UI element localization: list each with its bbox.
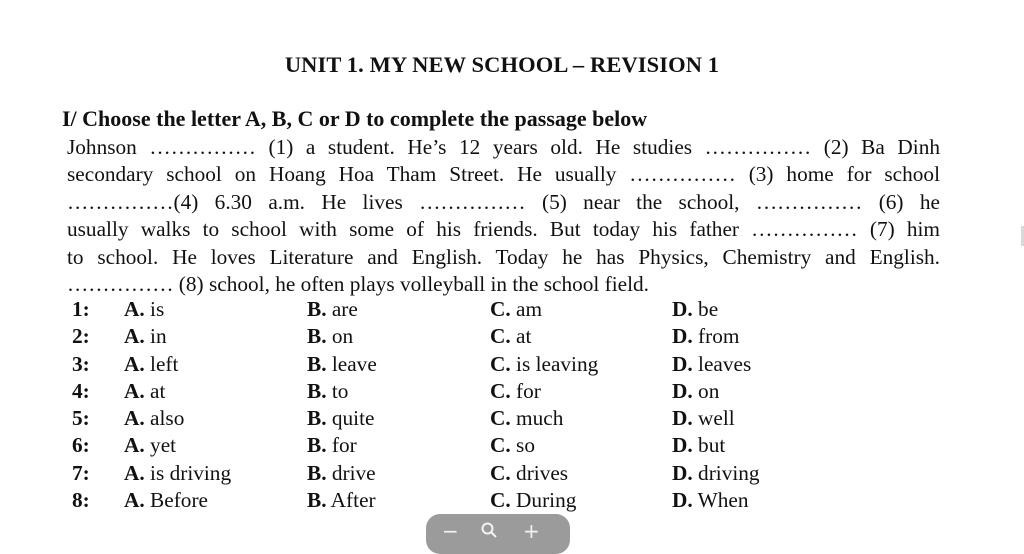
option-letter: C. — [490, 351, 511, 376]
option-d — [672, 461, 760, 486]
option-letter: B. — [307, 378, 327, 403]
option-letter: C. — [490, 378, 511, 403]
option-d — [672, 488, 749, 513]
passage-line: ……………(4) 6.30 a.m. He lives …………… (5) near the school, …………… (6) he — [67, 189, 940, 214]
question-row — [0, 324, 1024, 351]
option-text: leaves — [692, 351, 752, 376]
option-letter: C. — [490, 297, 511, 321]
page-title: UNIT 1. MY NEW SCHOOL – REVISION 1 — [284, 52, 720, 77]
option-letter: C. — [490, 406, 511, 431]
option-b — [307, 352, 377, 377]
option-letter: D. — [672, 460, 693, 485]
option-letter: D. — [672, 488, 693, 513]
option-d — [672, 324, 739, 349]
option-letter: A. — [124, 378, 145, 403]
question-row — [0, 461, 1024, 488]
option-text: much — [510, 406, 564, 431]
option-d — [672, 379, 719, 404]
option-text: also — [144, 406, 185, 431]
option-d — [672, 297, 718, 322]
option-text: in — [144, 324, 167, 349]
option-d — [672, 433, 725, 458]
option-text: drives — [510, 460, 569, 485]
option-text: quite — [326, 406, 375, 431]
option-letter: D. — [672, 406, 693, 431]
option-letter: B. — [307, 297, 327, 321]
option-text: for — [326, 433, 357, 458]
question-row — [0, 297, 1024, 324]
option-letter: B. — [307, 406, 327, 431]
option-letter: D. — [672, 297, 693, 321]
option-c — [490, 488, 576, 513]
option-c — [490, 461, 568, 486]
zoom-in-button[interactable]: + — [523, 519, 540, 543]
question-row — [0, 379, 1024, 406]
option-letter: C. — [490, 488, 511, 513]
option-letter: C. — [490, 433, 511, 458]
option-text: left — [144, 351, 179, 376]
option-c — [490, 324, 531, 349]
option-text: driving — [692, 460, 760, 485]
option-text: on — [692, 378, 720, 403]
option-text: is driving — [144, 460, 232, 485]
option-b — [307, 406, 374, 431]
option-b — [307, 379, 348, 404]
option-letter: A. — [124, 460, 145, 485]
option-a — [124, 488, 208, 513]
option-c — [490, 297, 542, 322]
option-a — [124, 379, 165, 404]
option-letter: C. — [490, 460, 511, 485]
option-a — [124, 352, 178, 377]
option-text: from — [692, 324, 740, 349]
passage-line: …………… (8) school, he often plays volleyball in the school field. — [67, 272, 650, 297]
option-letter: B. — [307, 460, 327, 485]
option-b — [307, 324, 353, 349]
passage-line: Johnson …………… (1) a student. He’s 12 years old. He studies …………… (2) Ba Dinh — [67, 135, 940, 159]
option-a — [124, 406, 184, 431]
option-b — [307, 461, 376, 486]
option-b — [307, 488, 376, 513]
question-row — [0, 488, 1024, 515]
option-d — [672, 406, 735, 431]
option-text: is leaving — [510, 351, 599, 376]
option-a — [124, 433, 176, 458]
option-b — [307, 433, 357, 458]
zoom-out-button[interactable]: − — [442, 519, 459, 543]
option-c — [490, 352, 598, 377]
option-letter: B. — [307, 351, 327, 376]
option-letter: A. — [124, 351, 145, 376]
question-row — [0, 352, 1024, 379]
option-text: be — [692, 297, 719, 321]
option-letter: B. — [307, 488, 327, 513]
magnifier-icon-svg — [480, 521, 498, 539]
option-letter: D. — [672, 433, 693, 458]
option-c — [490, 433, 535, 458]
option-text: am — [510, 297, 543, 321]
option-c — [490, 379, 541, 404]
option-text: at — [144, 378, 166, 403]
option-a — [124, 324, 167, 349]
option-letter: C. — [490, 324, 511, 349]
question-number: 6: — [72, 433, 90, 458]
option-letter: D. — [672, 378, 693, 403]
passage-line: secondary school on Hoang Hoa Tham Street. He usually …………… (3) home for school — [67, 162, 940, 187]
option-d — [672, 352, 751, 377]
option-text: After — [326, 488, 376, 513]
zoom-toolbar — [426, 514, 570, 554]
option-text: on — [326, 324, 354, 349]
passage-line: usually walks to school with some of his friends. But today his father …………… (7) him — [67, 217, 940, 242]
option-letter: A. — [124, 488, 145, 513]
question-number: 5: — [72, 406, 90, 431]
option-letter: A. — [124, 297, 145, 321]
question-number: 3: — [72, 351, 90, 376]
question-number: 7: — [72, 460, 90, 485]
option-text: are — [326, 297, 358, 321]
option-text: for — [510, 378, 541, 403]
option-text: When — [692, 488, 749, 513]
option-a — [124, 297, 164, 322]
section-instruction: I/ Choose the letter A, B, C or D to complete the passage below — [62, 106, 648, 131]
option-text: Before — [144, 488, 208, 513]
option-text: During — [510, 488, 577, 513]
option-letter: A. — [124, 406, 145, 431]
option-text: at — [510, 324, 532, 349]
option-text: well — [692, 406, 735, 431]
question-row — [0, 406, 1024, 433]
option-c — [490, 406, 563, 431]
option-letter: B. — [307, 433, 327, 458]
option-letter: B. — [307, 324, 327, 349]
option-text: so — [510, 433, 535, 458]
question-number: 4: — [72, 378, 90, 403]
question-row — [0, 433, 1024, 460]
question-number: 1: — [72, 297, 90, 321]
option-text: leave — [326, 351, 377, 376]
question-number: 2: — [72, 324, 90, 349]
option-text: is — [144, 297, 165, 321]
answer-options — [0, 297, 1024, 515]
option-text: to — [326, 378, 349, 403]
option-letter: D. — [672, 351, 693, 376]
option-text: but — [692, 433, 726, 458]
question-number: 8: — [72, 488, 90, 513]
option-letter: D. — [672, 324, 693, 349]
option-a — [124, 461, 231, 486]
option-b — [307, 297, 358, 322]
option-text: yet — [144, 433, 177, 458]
passage-line: to school. He loves Literature and English. Today he has Physics, Chemistry and English. — [67, 244, 940, 269]
passage — [67, 134, 940, 298]
option-text: drive — [326, 460, 376, 485]
option-letter: A. — [124, 433, 145, 458]
option-letter: A. — [124, 324, 145, 349]
